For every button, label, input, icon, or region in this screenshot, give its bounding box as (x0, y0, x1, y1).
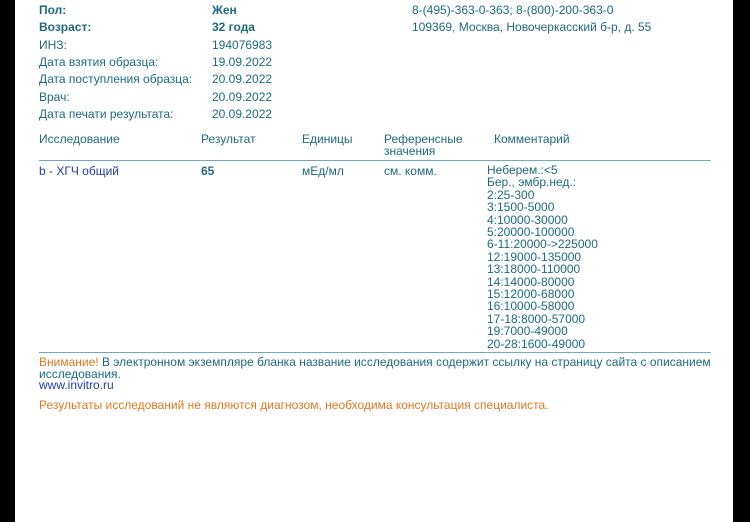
receive-date-value: 20.09.2022 (212, 72, 273, 86)
footer-divider (39, 352, 711, 353)
sample-date-value: 19.09.2022 (212, 55, 273, 69)
inz-label: ИНЗ: (39, 38, 67, 52)
header-reference-line2: значения (384, 144, 436, 158)
print-date-value: 20.09.2022 (212, 107, 273, 121)
notice-body: В электронном экземпляре бланка название исследования содержит ссылку на страницу сайта с описанием исследования. (39, 355, 711, 381)
comment-line: 4:10000-30000 (487, 212, 568, 227)
inz-value: 194076983 (212, 38, 273, 52)
website-link[interactable]: www.invitro.ru (39, 378, 114, 392)
header-test: Исследование (39, 132, 120, 146)
header-reference-line1: Референсные (384, 132, 463, 146)
notice-text (39, 356, 719, 380)
header-units: Единицы (302, 132, 353, 146)
comment-line: 6-11:20000->225000 (487, 237, 598, 252)
result-page (15, 0, 733, 522)
comment-line: 17-18:8000-57000 (487, 311, 586, 326)
result-value: 65 (201, 164, 215, 178)
header-comment: Комментарий (494, 132, 570, 146)
comment-line: 5:20000-100000 (487, 225, 575, 240)
doctor-value: 20.09.2022 (212, 90, 273, 104)
comment-line: 13:18000-110000 (487, 262, 581, 277)
test-name-link[interactable]: b - ХГЧ общий (39, 164, 119, 178)
units-value: мЕд/мл (302, 164, 344, 178)
notice-label: Внимание! (39, 355, 99, 369)
comment-line: Бер., эмбр.нед.: (487, 175, 577, 190)
header-divider (39, 160, 711, 161)
comment-line: 12:19000-135000 (487, 249, 582, 264)
receive-date-label: Дата поступления образца: (39, 72, 193, 86)
sex-label: Пол: (39, 3, 67, 17)
header-reference (384, 133, 463, 157)
comment-line: Неберем.:<5 (487, 163, 558, 177)
comment-line: 14:14000-80000 (487, 274, 575, 289)
age-value: 32 года (212, 20, 255, 34)
sample-date-label: Дата взятия образца: (39, 55, 159, 69)
comment-line: 16:10000-58000 (487, 299, 575, 314)
age-label: Возраст: (39, 20, 92, 34)
contact-address: 109369, Москва, Новочеркасский б-р, д. 55 (412, 20, 652, 34)
header-result: Результат (201, 132, 256, 146)
comment-line: 20-28:1600-49000 (487, 336, 586, 351)
comment-line: 15:12000-68000 (487, 287, 575, 302)
comment-list (487, 164, 598, 350)
contact-phones: 8-(495)-363-0-363; 8-(800)-200-363-0 (412, 3, 614, 17)
doctor-label: Врач: (39, 90, 70, 104)
comment-line: 19:7000-49000 (487, 324, 568, 339)
print-date-label: Дата печати результата: (39, 107, 174, 121)
comment-line: 2:25-300 (487, 187, 535, 202)
disclaimer-text: Результаты исследований не являются диагнозом, необходима консультация специалиста. (39, 398, 549, 412)
comment-line: 3:1500-5000 (487, 200, 555, 215)
sex-value: Жен (212, 3, 237, 17)
reference-value: см. комм. (384, 164, 437, 178)
